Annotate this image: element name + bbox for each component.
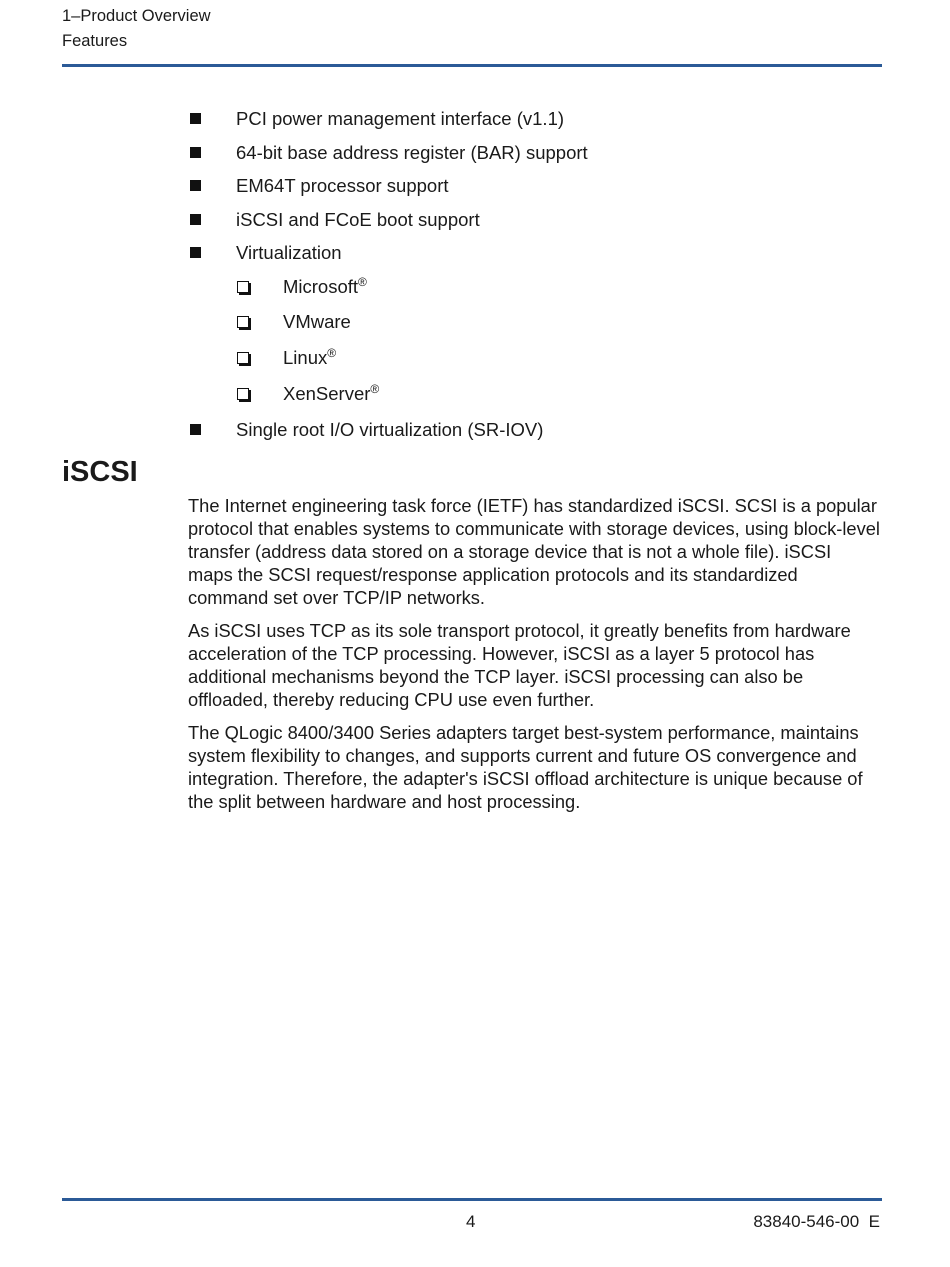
checkbox-bullet-icon <box>237 352 249 364</box>
list-item <box>188 241 878 275</box>
paragraph: The Internet engineering task force (IETF) has standardized iSCSI. SCSI is a popular protocol that enables systems to communicate with storage devices, using block-level transfer (address data stored on a storage device that is not a whole file). iSCSI maps the SCSI request/response application protocols and its standardized command set over TCP/IP networks. <box>188 495 880 608</box>
square-bullet-icon <box>190 214 201 225</box>
sub-list-item-text: XenServer® <box>283 381 380 404</box>
sub-list-item <box>188 346 878 382</box>
list-item-text: PCI power management interface (v1.1) <box>236 108 565 129</box>
square-bullet-icon <box>190 147 201 158</box>
list-item-text: Virtualization <box>236 242 342 263</box>
square-bullet-icon <box>190 180 201 191</box>
list-item <box>188 141 878 175</box>
chapter-title: 1–Product Overview <box>62 7 211 25</box>
list-item-text: Single root I/O virtualization (SR-IOV) <box>236 418 544 440</box>
page-number: 4 <box>466 1212 476 1231</box>
registered-mark: ® <box>358 274 367 289</box>
list-item <box>188 208 878 242</box>
section-name: Features <box>62 32 128 50</box>
sub-list-item <box>188 382 878 418</box>
list-item-text: EM64T processor support <box>236 175 449 196</box>
sub-list-item <box>188 310 878 346</box>
list-item <box>188 107 878 141</box>
registered-mark: ® <box>370 381 380 396</box>
section-body <box>188 494 880 823</box>
section-heading: iSCSI <box>62 456 138 488</box>
square-bullet-icon <box>190 424 201 435</box>
checkbox-bullet-icon <box>237 281 249 293</box>
list-item-text: 64-bit base address register (BAR) support <box>236 141 588 163</box>
list-item-text: iSCSI and FCoE boot support <box>236 208 480 230</box>
sub-list-item-text: VMware <box>283 311 351 333</box>
document-number: 83840-546-00 E <box>753 1212 880 1231</box>
running-header <box>62 4 211 54</box>
feature-list <box>188 107 878 451</box>
paragraph: As iSCSI uses TCP as its sole transport protocol, it greatly benefits from hardware acceleration of the TCP processing. However, iSCSI as a layer 5 protocol has additional mechanisms beyond the TCP layer. iSCSI processing can also be offloaded, thereby reducing CPU use even further. <box>188 620 851 710</box>
checkbox-bullet-icon <box>237 316 249 328</box>
list-item <box>188 174 878 208</box>
square-bullet-icon <box>190 113 201 124</box>
square-bullet-icon <box>190 247 201 258</box>
checkbox-bullet-icon <box>237 388 249 400</box>
sub-list-item <box>188 275 878 311</box>
registered-mark: ® <box>327 346 337 361</box>
list-item <box>188 418 878 452</box>
paragraph: The QLogic 8400/3400 Series adapters target best-system performance, maintains system flexibility to changes, and supports current and future OS convergence and integration. Therefore, the adapter's iSCSI offload architecture is unique because of the split between hardware and host processing. <box>188 722 863 812</box>
sub-list-item-text: Microsoft® <box>283 274 367 297</box>
sub-list-item-text: Linux® <box>283 346 337 369</box>
footer-rule <box>62 1198 882 1201</box>
header-rule <box>62 64 882 67</box>
